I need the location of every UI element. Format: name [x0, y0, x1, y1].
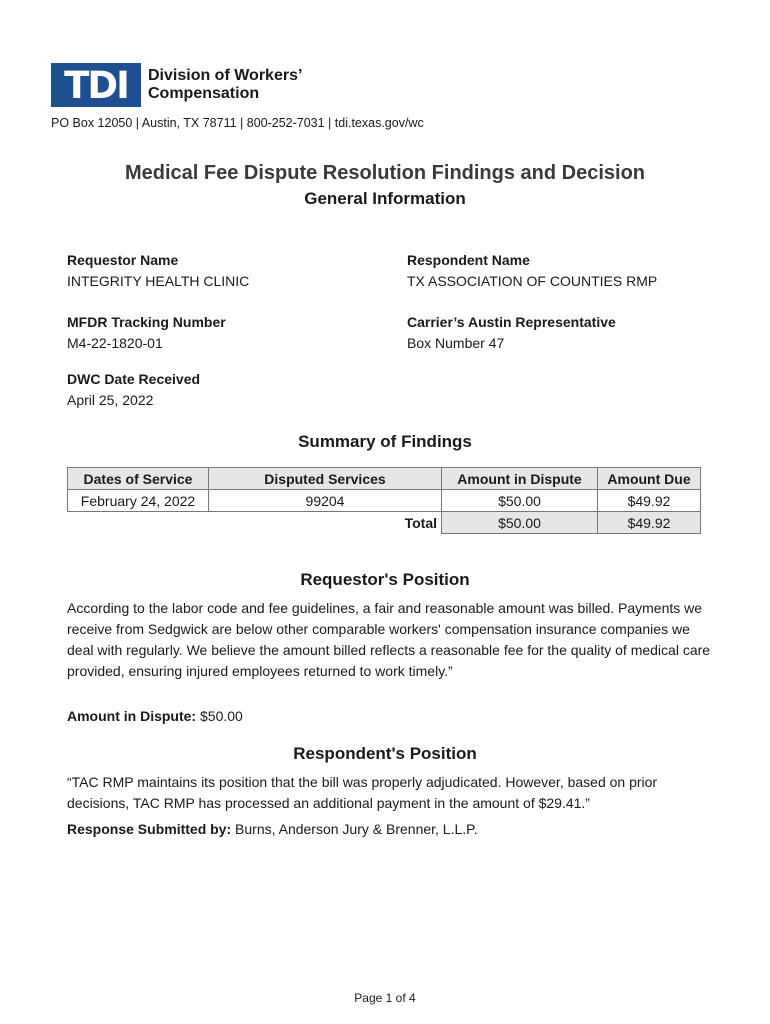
respondent-value: TX ASSOCIATION OF COUNTIES RMP [407, 273, 658, 289]
general-info-heading: General Information [304, 189, 466, 208]
total-label: Total [404, 514, 437, 531]
amount-in-dispute-label: Amount in Dispute: [67, 708, 197, 724]
logo-line-2: Compensation [148, 85, 260, 102]
col-dates-of-service: Dates of Service [68, 468, 209, 490]
mfdr-value: M4-22-1820-01 [67, 335, 163, 351]
logo-line-1: Division of Workers’ [148, 67, 303, 84]
mfdr-label: MFDR Tracking Number [67, 314, 226, 330]
requestor-amount-line [67, 706, 712, 727]
cell-service: 99204 [209, 490, 442, 512]
response-submitted-line [67, 819, 712, 840]
cell-due: $49.92 [598, 490, 701, 512]
respondent-label: Respondent Name [407, 252, 530, 268]
total-row [68, 512, 701, 534]
respondent-position-heading: Respondent's Position [293, 744, 477, 763]
response-submitted-value: Burns, Anderson Jury & Brenner, L.L.P. [235, 821, 478, 837]
table-row [68, 490, 701, 512]
carrier-field [407, 312, 616, 354]
total-due: $49.92 [598, 512, 701, 534]
cell-date: February 24, 2022 [68, 490, 209, 512]
dwc-date-label: DWC Date Received [67, 371, 201, 387]
summary-heading: Summary of Findings [298, 432, 472, 451]
carrier-label: Carrier’s Austin Representative [407, 314, 616, 330]
dwc-date-field [67, 369, 200, 411]
requestor-value: INTEGRITY HEALTH CLINIC [67, 273, 250, 289]
requestor-label: Requestor Name [67, 252, 179, 268]
total-spacer [68, 512, 209, 534]
findings-table [67, 467, 701, 534]
mfdr-field [67, 312, 226, 354]
tdi-logo [51, 63, 302, 107]
carrier-value: Box Number 47 [407, 335, 505, 351]
tdi-logo-mark: TDI [51, 63, 141, 107]
contact-info: PO Box 12050 | Austin, TX 78711 | 800-252-7031 | tdi.texas.gov/wc [51, 116, 424, 130]
respondent-position-text: “TAC RMP maintains its position that the bill was properly adjudicated. However, based on prior decisions, TAC RMP has processed an additional payment in the amount of $29.41.” [67, 774, 658, 811]
col-amount-due: Amount Due [598, 468, 701, 490]
cell-dispute: $50.00 [442, 490, 598, 512]
page-number: Page 1 of 4 [354, 991, 416, 1005]
col-disputed-services: Disputed Services [209, 468, 442, 490]
response-submitted-label: Response Submitted by: [67, 821, 232, 837]
requestor-position-text: According to the labor code and fee guidelines, a fair and reasonable amount was billed. Payments we receive from Sedgwick are below other comparable workers' compensation insurance companies we deal with regularly. We believe the amount billed reflects a reasonable fee for the quality of medical care provided, ensuring injured employees returned to work timely.” [67, 600, 711, 679]
dwc-date-value: April 25, 2022 [67, 392, 154, 408]
table-header-row [68, 468, 701, 490]
amount-in-dispute-value: $50.00 [200, 708, 243, 724]
logo-text [148, 67, 302, 103]
document-title: Medical Fee Dispute Resolution Findings and Decision [124, 162, 646, 184]
respondent-field [407, 250, 657, 292]
requestor-field [67, 250, 249, 292]
total-dispute: $50.00 [442, 512, 598, 534]
requestor-position-heading: Requestor's Position [300, 570, 470, 589]
col-amount-in-dispute: Amount in Dispute [442, 468, 598, 490]
